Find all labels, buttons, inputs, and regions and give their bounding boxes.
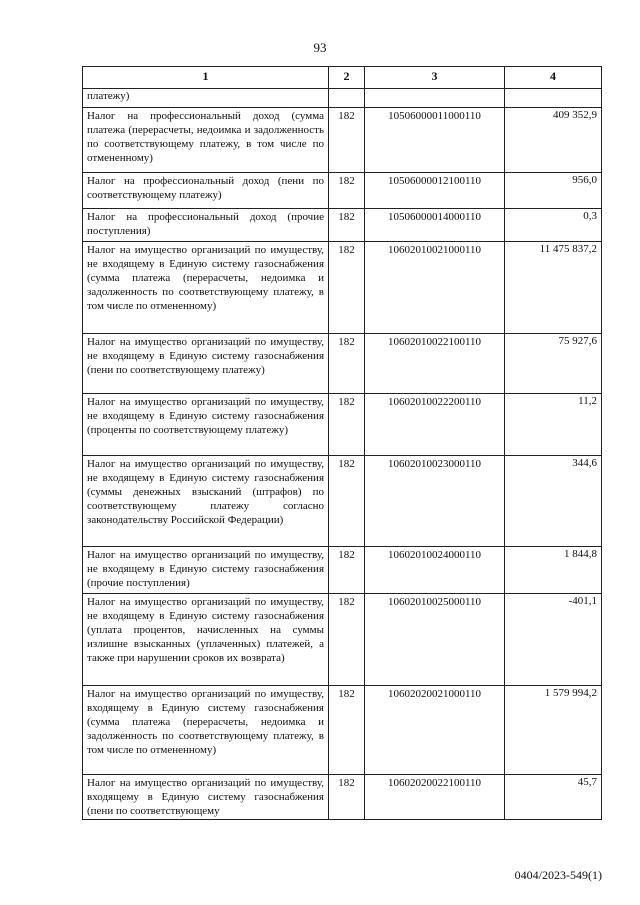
row-admin-code-cell: 182	[329, 547, 365, 594]
column-header-amount: 4	[505, 67, 602, 89]
row-admin-code-cell	[329, 89, 365, 108]
row-admin-code-cell: 182	[329, 594, 365, 686]
table-row	[83, 334, 602, 394]
row-name-cell: Налог на имущество организаций по имуществу, не входящему в Единую систему газоснабжения (сумма платежа (перерасчеты, недоимка и задолженность по соответствующему платежу, в том числе по отмененному)	[83, 242, 329, 334]
row-amount-cell: 956,0	[505, 173, 602, 209]
table-body	[83, 89, 602, 820]
row-admin-code-cell: 182	[329, 456, 365, 547]
row-amount-cell: 1 844,8	[505, 547, 602, 594]
row-amount-cell: 1 579 994,2	[505, 686, 602, 775]
table-row	[83, 547, 602, 594]
row-classification-code-cell: 10602010022200110	[365, 394, 505, 456]
row-admin-code-cell: 182	[329, 775, 365, 820]
table-row	[83, 456, 602, 547]
row-classification-code-cell: 10602010023000110	[365, 456, 505, 547]
column-header-name: 1	[83, 67, 329, 89]
table-row	[83, 89, 602, 108]
column-header-admin-code: 2	[329, 67, 365, 89]
table-row	[83, 594, 602, 686]
page-number: 93	[313, 40, 327, 55]
table-row	[83, 242, 602, 334]
row-admin-code-cell: 182	[329, 242, 365, 334]
table-row	[83, 775, 602, 820]
row-classification-code-cell: 10602010025000110	[365, 594, 505, 686]
table-row	[83, 108, 602, 173]
row-classification-code-cell: 10506000014000110	[365, 209, 505, 242]
row-amount-cell: 75 927,6	[505, 334, 602, 394]
row-classification-code-cell: 10602010021000110	[365, 242, 505, 334]
document-id: 0404/2023-549(1)	[514, 868, 602, 882]
revenue-table	[82, 66, 602, 820]
row-amount-cell: 11 475 837,2	[505, 242, 602, 334]
row-amount-cell: 45,7	[505, 775, 602, 820]
row-name-cell: Налог на имущество организаций по имуществу, не входящему в Единую систему газоснабжения (суммы денежных взысканий (штрафов) по соответствующему платежу согласно законодательству Российской Федерации)	[83, 456, 329, 547]
table-row	[83, 209, 602, 242]
row-name-cell: Налог на профессиональный доход (сумма платежа (перерасчеты, недоимка и задолженность по соответствующему платежу, в том числе по отмененному)	[83, 108, 329, 173]
row-amount-cell: 344,6	[505, 456, 602, 547]
table-row	[83, 394, 602, 456]
row-admin-code-cell: 182	[329, 686, 365, 775]
row-admin-code-cell: 182	[329, 209, 365, 242]
row-classification-code-cell: 10506000011000110	[365, 108, 505, 173]
row-admin-code-cell: 182	[329, 108, 365, 173]
row-name-cell: Налог на имущество организаций по имуществу, входящему в Единую систему газоснабжения (пени по соответствующему	[83, 775, 329, 820]
row-classification-code-cell: 10602010022100110	[365, 334, 505, 394]
row-name-cell: Налог на имущество организаций по имуществу, не входящему в Единую систему газоснабжения (прочие поступления)	[83, 547, 329, 594]
row-classification-code-cell: 10506000012100110	[365, 173, 505, 209]
row-name-cell: Налог на имущество организаций по имуществу, не входящему в Единую систему газоснабжения (пени по соответствующему платежу)	[83, 334, 329, 394]
row-name-cell: Налог на имущество организаций по имуществу, входящему в Единую систему газоснабжения (сумма платежа (перерасчеты, недоимка и задолженность по соответствующему платежу, в том числе по отмененному)	[83, 686, 329, 775]
row-admin-code-cell: 182	[329, 173, 365, 209]
row-amount-cell: 409 352,9	[505, 108, 602, 173]
row-admin-code-cell: 182	[329, 394, 365, 456]
row-name-cell: Налог на имущество организаций по имуществу, не входящему в Единую систему газоснабжения (уплата процентов, начисленных на суммы излишне взысканных (уплаченных) платежей, а также при нарушении сроков их возврата)	[83, 594, 329, 686]
table-row	[83, 686, 602, 775]
row-amount-cell	[505, 89, 602, 108]
column-header-classification-code: 3	[365, 67, 505, 89]
row-classification-code-cell	[365, 89, 505, 108]
row-name-cell: Налог на имущество организаций по имуществу, не входящему в Единую систему газоснабжения (проценты по соответствующему платежу)	[83, 394, 329, 456]
table-row	[83, 173, 602, 209]
row-amount-cell: 11,2	[505, 394, 602, 456]
row-name-cell: Налог на профессиональный доход (пени по соответствующему платежу)	[83, 173, 329, 209]
row-amount-cell: -401,1	[505, 594, 602, 686]
row-name-cell: платежу)	[83, 89, 329, 108]
row-admin-code-cell: 182	[329, 334, 365, 394]
row-amount-cell: 0,3	[505, 209, 602, 242]
row-classification-code-cell: 10602020022100110	[365, 775, 505, 820]
table-header-row	[83, 67, 602, 89]
row-classification-code-cell: 10602020021000110	[365, 686, 505, 775]
row-classification-code-cell: 10602010024000110	[365, 547, 505, 594]
row-name-cell: Налог на профессиональный доход (прочие поступления)	[83, 209, 329, 242]
